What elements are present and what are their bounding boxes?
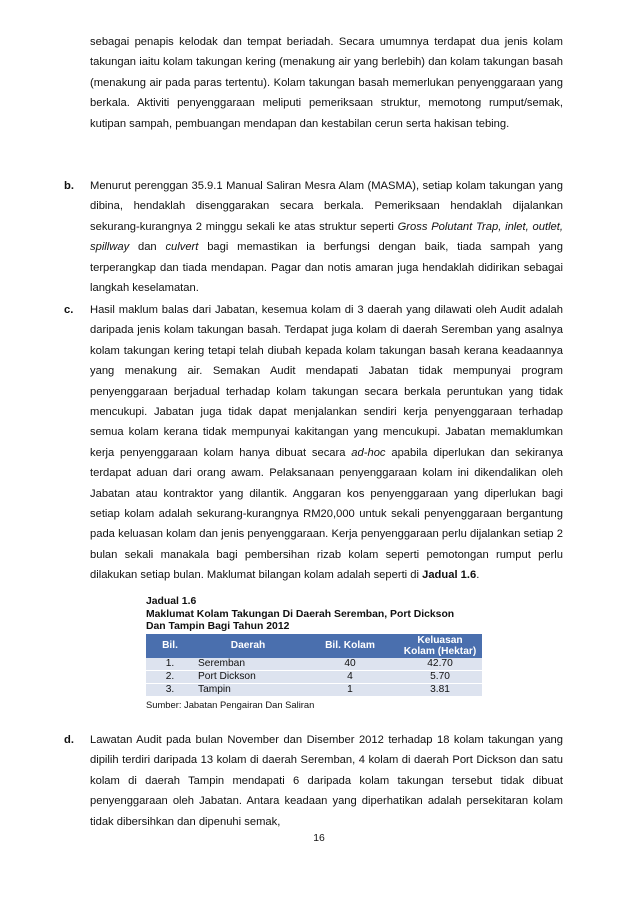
paragraph-b-text-3: bagi memastikan ia berfungsi dengan baik, tiada sampah yang terperangkap dan tiada mendapan. Pagar dan notis amaran juga hendaklah didirikan sebagai langkah keselamatan. — [90, 241, 564, 295]
table-row — [146, 670, 482, 683]
paragraph-a-text: sebagai penapis kelodak dan tempat beriadah. Secara umumnya terdapat dua jenis kolam takungan iaitu kolam takungan kering (menakung air yang berlebih) dan kolam takungan basah (menakung air pada paras tertentu). Kolam takungan basah memerlukan penyenggaraan yang berkala. Aktiviti penyenggaraan meliputi pemeriksaan struktur, memotong rumput/semak, kutipan sampah, pembuangan mendapan dan kestabilan cerun serta hakisan tebing. — [90, 36, 563, 130]
paragraph-b-marker: b. — [64, 180, 74, 192]
cell-bil: 3. — [146, 684, 194, 697]
table-source: Sumber: Jabatan Pengairan Dan Saliran — [146, 699, 315, 711]
paragraph-b-text-1: Menurut perenggan 35.9.1 Manual Saliran Mesra Alam (MASMA), setiap kolam takungan yang dibina, hendaklah disenggarakan secara berkala. Pemeriksaan hendaklah dijalankan sekurang-kurangnya 2 minggu sekali ke atas struktur seperti — [90, 180, 563, 233]
table-reference: Jadual 1.6 — [422, 569, 477, 582]
table-row — [146, 684, 482, 697]
paragraph-c — [90, 300, 563, 586]
cell-bil: 1. — [146, 658, 194, 671]
table-title-line-2: Dan Tampin Bagi Tahun 2012 — [146, 621, 290, 633]
table-row — [146, 658, 482, 671]
cell-kolam: 1 — [302, 684, 398, 697]
cell-bil: 2. — [146, 670, 194, 683]
paragraph-c-italic-adhoc: ad-hoc — [351, 446, 386, 459]
paragraph-b — [90, 176, 563, 298]
cell-kolam: 4 — [302, 670, 398, 683]
paragraph-c-end: . — [476, 569, 480, 582]
cell-kolam: 40 — [302, 658, 398, 671]
cell-daerah: Seremban — [194, 658, 302, 671]
cell-luas: 5.70 — [398, 670, 482, 683]
data-table — [146, 634, 482, 698]
cell-luas: 3.81 — [398, 684, 482, 697]
paragraph-d-text: Lawatan Audit pada bulan November dan Disember 2012 terhadap 18 kolam takungan yang dipilih terdiri daripada 13 kolam di daerah Seremban, 4 kolam di daerah Port Dickson dan satu kolam di daerah Tampin mendapati 6 daripada kolam takungan tersebut tidak dibuat penyenggaraan oleh Jabatan. Antara keadaan yang diperhatikan adalah persekitaran kolam tidak dibersihkan dan dipenuhi semak, — [90, 734, 563, 828]
header-bil-kolam: Bil. Kolam — [302, 634, 398, 658]
cell-daerah: Port Dickson — [194, 670, 302, 683]
paragraph-b-italic-structures: Gross Polutant Trap, inlet, outlet, spillway — [90, 220, 563, 254]
header-daerah: Daerah — [194, 634, 302, 658]
paragraph-c-text-2: apabila diperlukan dan sekiranya terdapat aduan dari orang awam. Pelaksanaan penyenggaraan kolam ini dikendalikan oleh Jabatan atau kontraktor yang dilantik. Anggaran kos penyenggaraan yang diperlukan bagi setiap kolam adalah sekurang-kurangnya RM20,000 untuk sekali penyenggaraan bergantung pada keluasan kolam dan jenis penyenggaraan. Kerja penyenggaraan perlu dijalankan setiap 2 bulan sekali manakala bagi pembersihan rizab kolam seperti pemotongan rumput perlu dilakukan setiap bulan. Maklumat bilangan kolam adalah seperti di — [90, 446, 564, 582]
page-number: 16 — [313, 833, 325, 844]
header-bil: Bil. — [146, 634, 194, 658]
paragraph-b-italic-culvert: culvert — [165, 241, 199, 254]
paragraph-d — [90, 730, 563, 832]
paragraph-a — [90, 32, 563, 134]
table-header-row — [146, 634, 482, 658]
header-keluasan: Keluasan Kolam (Hektar) — [398, 634, 482, 658]
table-title-line-1: Maklumat Kolam Takungan Di Daerah Seremban, Port Dickson — [146, 608, 455, 620]
cell-luas: 42.70 — [398, 658, 482, 671]
paragraph-d-marker: d. — [64, 734, 74, 746]
paragraph-c-text-1: Hasil maklum balas dari Jabatan, kesemua kolam di 3 daerah yang dilawati oleh Audit adalah daripada jenis kolam takungan basah. Terdapat juga kolam di daerah Seremban yang asalnya kolam takungan kering tetapi telah diubah kepada kolam takungan basah kerana keadaannya yang menakung air. Semakan Audit mendapati Jabatan tidak mempunyai program penyenggaraan berjadual terhadap kolam takungan secara berkala peruntukan yang tidak mencukupi. Jabatan juga tidak dapat menjalankan sendiri kerja penyenggaraan terhadap semua kolam kerana tidak mempunyai kakitangan yang mencukupi. Jabatan memaklumkan kerja penyenggaraan kolam hanya dibuat secara — [90, 304, 563, 459]
table-block — [146, 596, 486, 710]
cell-daerah: Tampin — [194, 684, 302, 697]
paragraph-b-text-2: dan — [137, 241, 157, 254]
table-label: Jadual 1.6 — [146, 596, 197, 607]
paragraph-c-marker: c. — [64, 304, 74, 316]
